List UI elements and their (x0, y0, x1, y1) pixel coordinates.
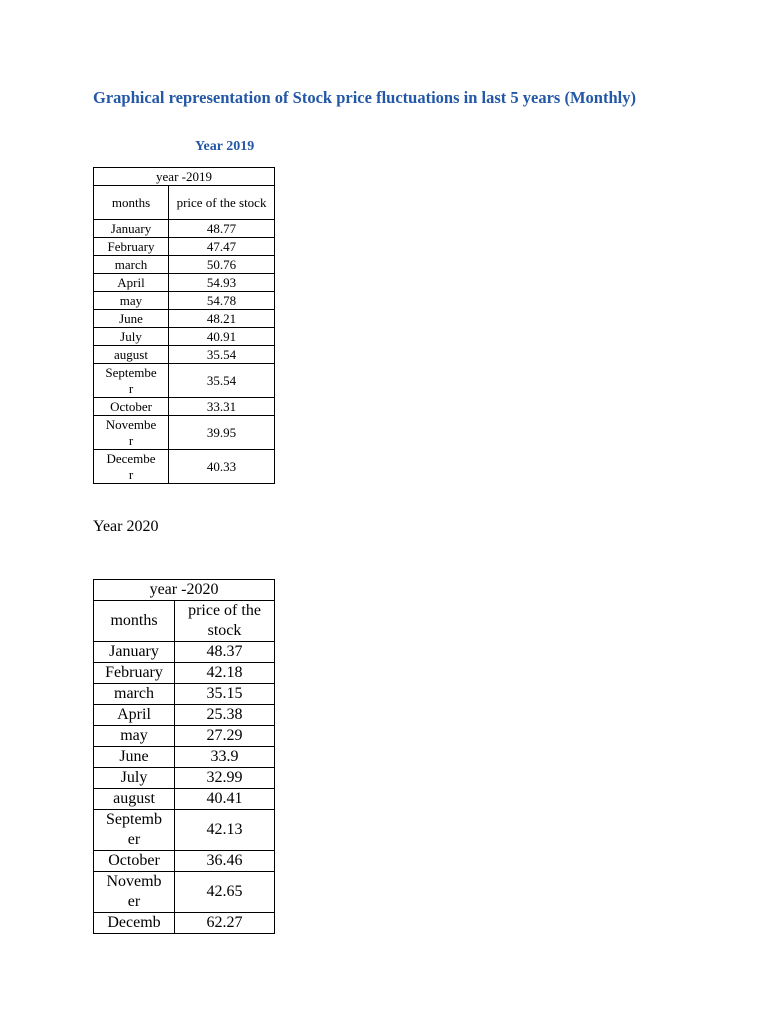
month-cell: October (94, 398, 169, 416)
month-cell: April (94, 274, 169, 292)
price-cell: 40.91 (169, 328, 275, 346)
price-cell: 40.41 (175, 789, 275, 810)
table-row (94, 642, 275, 663)
price-cell: 48.77 (169, 220, 275, 238)
price-cell: 36.46 (175, 851, 275, 872)
month-cell: June (94, 747, 175, 768)
month-cell: Decembe r (94, 450, 169, 484)
month-cell: July (94, 768, 175, 789)
table-row (94, 705, 275, 726)
document-title: Graphical representation of Stock price fluctuations in last 5 years (Monthly) (93, 88, 636, 107)
price-cell: 25.38 (175, 705, 275, 726)
price-cell: 32.99 (175, 768, 275, 789)
table-row (94, 913, 275, 934)
price-cell: 47.47 (169, 238, 275, 256)
price-cell: 33.31 (169, 398, 275, 416)
price-cell: 54.93 (169, 274, 275, 292)
price-cell: 40.33 (169, 450, 275, 484)
table-row (94, 416, 275, 450)
table-row (94, 310, 275, 328)
month-cell: august (94, 789, 175, 810)
column-header-months: months (94, 186, 169, 220)
price-cell: 42.65 (175, 872, 275, 913)
month-cell: august (94, 346, 169, 364)
price-cell: 54.78 (169, 292, 275, 310)
column-header-price: price of the stock (169, 186, 275, 220)
table-header-row (94, 186, 275, 220)
month-cell: Septemb er (94, 810, 175, 851)
table-row (94, 328, 275, 346)
table-row (94, 663, 275, 684)
table-row (94, 789, 275, 810)
month-cell: may (94, 726, 175, 747)
table-row (94, 398, 275, 416)
month-cell: June (94, 310, 169, 328)
month-cell: January (94, 220, 169, 238)
table-row (94, 747, 275, 768)
table-row (94, 256, 275, 274)
price-cell: 35.15 (175, 684, 275, 705)
stock-table-2019 (93, 167, 275, 484)
column-header-months: months (94, 601, 175, 642)
table-caption-row (94, 580, 275, 601)
column-header-price: price of the stock (175, 601, 275, 642)
table-row (94, 851, 275, 872)
price-cell: 35.54 (169, 364, 275, 398)
table-row (94, 292, 275, 310)
table-caption-row (94, 168, 275, 186)
table-row (94, 238, 275, 256)
month-cell: march (94, 256, 169, 274)
month-cell: Novemb er (94, 872, 175, 913)
price-cell: 42.13 (175, 810, 275, 851)
table-row (94, 768, 275, 789)
month-cell: Novembe r (94, 416, 169, 450)
section-heading-2020: Year 2020 (93, 518, 159, 535)
table-row (94, 684, 275, 705)
price-cell: 42.18 (175, 663, 275, 684)
price-cell: 50.76 (169, 256, 275, 274)
table-row (94, 810, 275, 851)
month-cell: February (94, 663, 175, 684)
table-row (94, 450, 275, 484)
table-row (94, 364, 275, 398)
price-cell: 62.27 (175, 913, 275, 934)
table-row (94, 274, 275, 292)
month-cell: Septembe r (94, 364, 169, 398)
table-row (94, 726, 275, 747)
month-cell: February (94, 238, 169, 256)
price-cell: 33.9 (175, 747, 275, 768)
table-row (94, 346, 275, 364)
table-row (94, 220, 275, 238)
month-cell: may (94, 292, 169, 310)
month-cell: October (94, 851, 175, 872)
table-caption: year -2020 (94, 580, 275, 601)
month-cell: Decemb (94, 913, 175, 934)
section-heading-2019: Year 2019 (195, 139, 255, 154)
price-cell: 27.29 (175, 726, 275, 747)
stock-table-2020 (93, 579, 275, 934)
table-caption: year -2019 (94, 168, 275, 186)
price-cell: 48.37 (175, 642, 275, 663)
month-cell: march (94, 684, 175, 705)
table-row (94, 872, 275, 913)
price-cell: 35.54 (169, 346, 275, 364)
month-cell: April (94, 705, 175, 726)
table-header-row (94, 601, 275, 642)
month-cell: July (94, 328, 169, 346)
price-cell: 39.95 (169, 416, 275, 450)
price-cell: 48.21 (169, 310, 275, 328)
month-cell: January (94, 642, 175, 663)
